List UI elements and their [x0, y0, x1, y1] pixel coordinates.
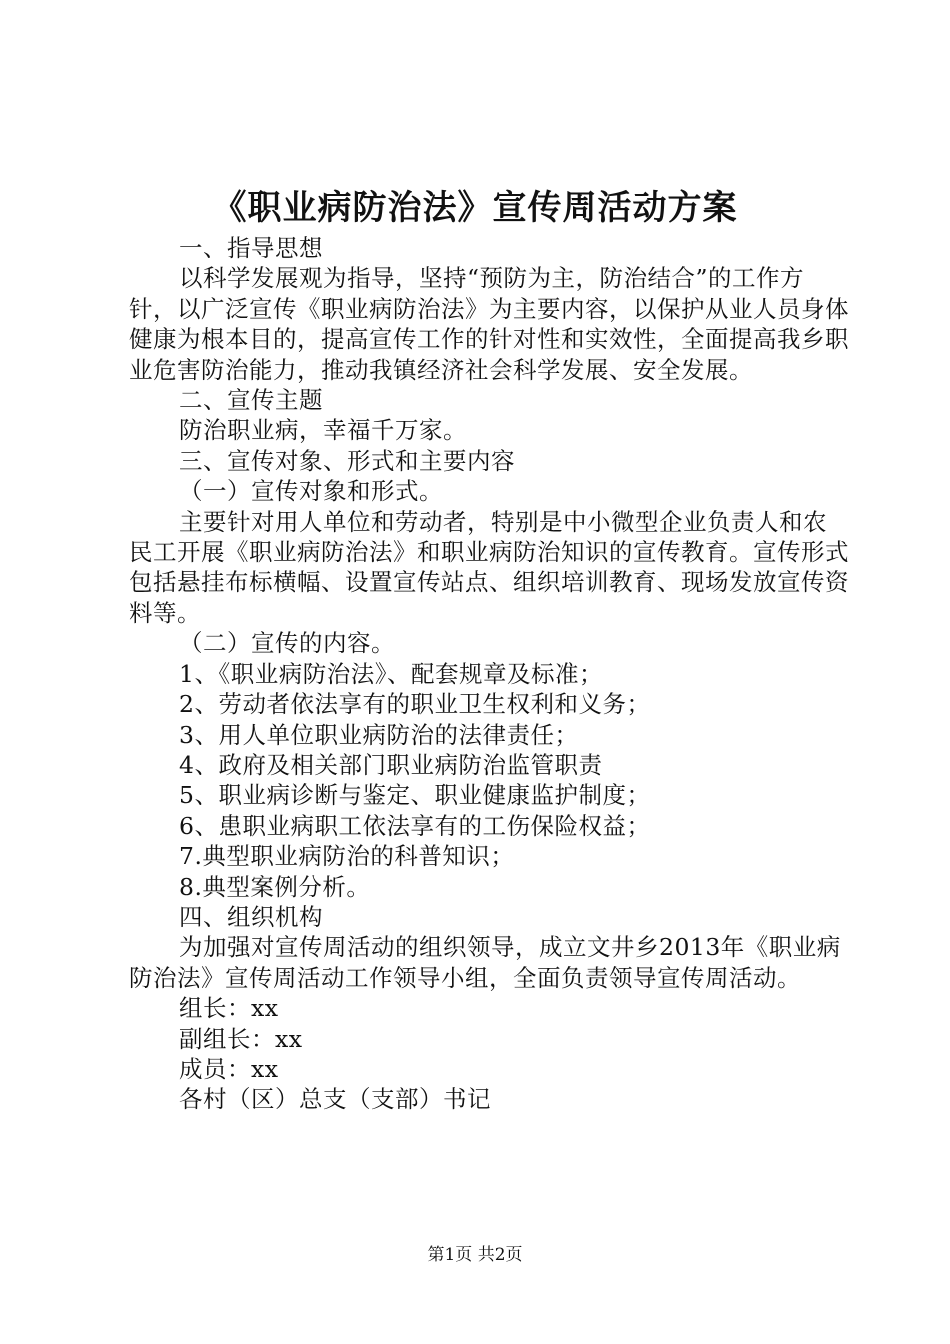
members-line: 成员：xx — [179, 1054, 279, 1083]
list-item: 6、患职业病职工依法享有的工伤保险权益； — [179, 811, 651, 840]
paragraph-guiding-ideology: 以科学发展观为指导，坚持“预防为主，防治结合”的工作方针，以广泛宣传《职业病防治法》为主要内容，以保护从业人员身体健康为根本目的，提高宣传工作的针对性和实效性，全面提高我乡职业危害防治能力，推动我镇经济社会科学发展、安全发展。 — [129, 264, 849, 384]
document-body — [129, 233, 849, 1115]
leader-line: 组长：xx — [179, 994, 279, 1023]
paragraph-targets-forms: 主要针对用人单位和劳动者，特别是中小微型企业负责人和农民工开展《职业病防治法》和职业病防治知识的宣传教育。宣传形式包括悬挂布标横幅、设置宣传站点、组织培训教育、现场发放宣传资料等。 — [129, 507, 849, 627]
document-title: 《职业病防治法》宣传周活动方案 — [212, 188, 738, 228]
paragraph-theme: 防治职业病，幸福千万家。 — [179, 416, 467, 445]
list-item: 4、政府及相关部门职业病防治监管职责 — [179, 750, 603, 779]
section-heading-guiding-ideology: 一、指导思想 — [179, 234, 323, 262]
section-heading-organization: 四、组织机构 — [179, 902, 323, 931]
section-heading-theme: 二、宣传主题 — [179, 386, 323, 415]
list-item: 1、《职业病防治法》、配套规章及标准； — [179, 659, 603, 688]
list-item: 5、职业病诊断与鉴定、职业健康监护制度； — [179, 781, 651, 810]
list-item: 3、用人单位职业病防治的法律责任； — [179, 720, 579, 749]
deputy-leader-line: 副组长：xx — [179, 1024, 303, 1053]
section-heading-targets: 三、宣传对象、形式和主要内容 — [179, 446, 515, 475]
page-number-footer: 第1页 共2页 — [427, 1245, 523, 1265]
paragraph-organization: 为加强对宣传周活动的组织领导，成立文井乡2013年《职业病防治法》宣传周活动工作领导小组，全面负责领导宣传周活动。 — [129, 933, 841, 992]
village-secretaries-line: 各村（区）总支（支部）书记 — [179, 1085, 491, 1114]
list-item: 8.典型案例分析。 — [179, 872, 371, 901]
list-item: 2、劳动者依法享有的职业卫生权利和义务； — [179, 690, 651, 719]
subsection-heading-content: （二）宣传的内容。 — [179, 629, 395, 658]
list-item: 7.典型职业病防治的科普知识； — [179, 842, 515, 871]
subsection-heading-targets-forms: （一）宣传对象和形式。 — [179, 477, 443, 506]
